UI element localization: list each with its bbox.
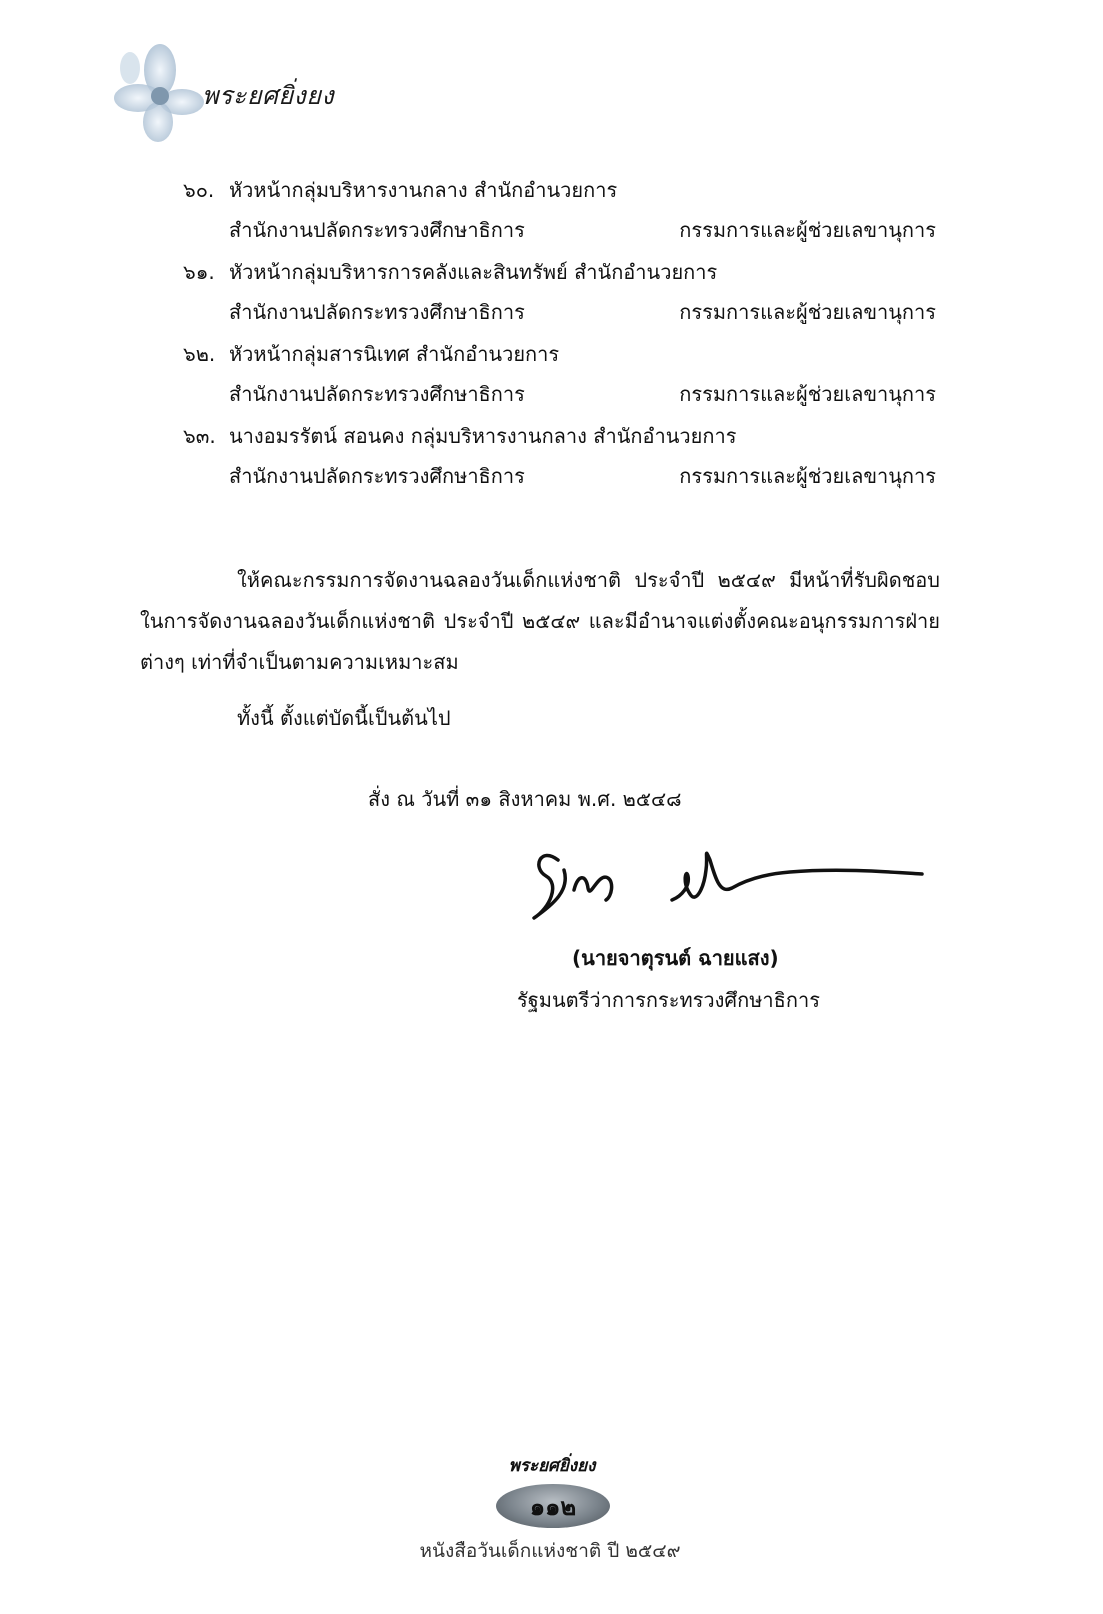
item-position: หัวหน้ากลุ่มสารนิเทศ สำนักอำนวยการ xyxy=(229,342,560,366)
list-item xyxy=(183,256,963,338)
item-office: สำนักงานปลัดกระทรวงศึกษาธิการ xyxy=(229,300,525,324)
signer-title: รัฐมนตรีว่าการกระทรวงศึกษาธิการ xyxy=(517,988,820,1012)
item-position: หัวหน้ากลุ่มบริหารการคลังและสินทรัพย์ สำนักอำนวยการ xyxy=(229,260,718,284)
committee-list xyxy=(183,174,963,502)
logo-text: พระยศยิ่งยง xyxy=(202,81,335,110)
item-role: กรรมการและผู้ช่วยเลขานุการ xyxy=(679,382,936,406)
item-office: สำนักงานปลัดกระทรวงศึกษาธิการ xyxy=(229,218,525,242)
item-office: สำนักงานปลัดกระทรวงศึกษาธิการ xyxy=(229,464,525,488)
signer-name: (นายจาตุรนต์ ฉายแสง) xyxy=(572,946,779,970)
effective-statement: ทั้งนี้ ตั้งแต่บัดนี้เป็นต้นไป xyxy=(237,706,451,730)
responsibility-paragraph: ให้คณะกรรมการจัดงานฉลองวันเด็กแห่งชาติ ประจำปี ๒๕๔๙ มีหน้าที่รับผิดชอบในการจัดงานฉลองวันเด็กแห่งชาติ ประจำปี ๒๕๔๙ และมีอำนาจแต่งตั้งคณะอนุกรรมการฝ่ายต่างๆ เท่าที่จำเป็นตามความเหมาะสม xyxy=(140,568,940,674)
item-role: กรรมการและผู้ช่วยเลขานุการ xyxy=(679,218,936,242)
item-number: ๖๐. xyxy=(183,178,215,202)
item-number: ๖๓. xyxy=(183,424,216,448)
page-number: ๑๑๒ xyxy=(529,1492,577,1521)
item-office: สำนักงานปลัดกระทรวงศึกษาธิการ xyxy=(229,382,525,406)
item-number: ๖๑. xyxy=(183,260,215,284)
item-role: กรรมการและผู้ช่วยเลขานุการ xyxy=(679,300,936,324)
list-item xyxy=(183,338,963,420)
header-logo xyxy=(110,40,410,150)
page-number-badge xyxy=(496,1484,610,1528)
item-position: นางอมรรัตน์ สอนคง กลุ่มบริหารงานกลาง สำนักอำนวยการ xyxy=(229,424,737,448)
item-role: กรรมการและผู้ช่วยเลขานุการ xyxy=(679,464,936,488)
footer-subtitle: หนังสือวันเด็กแห่งชาติ ปี ๒๕๔๙ xyxy=(419,1540,681,1562)
item-number: ๖๒. xyxy=(183,342,216,366)
order-date: สั่ง ณ วันที่ ๓๑ สิงหาคม พ.ศ. ๒๕๔๘ xyxy=(368,787,682,811)
footer-title: พระยศยิ่งยง xyxy=(508,1456,596,1476)
item-position: หัวหน้ากลุ่มบริหารงานกลาง สำนักอำนวยการ xyxy=(229,178,618,202)
list-item xyxy=(183,174,963,256)
signature xyxy=(520,838,940,938)
list-item xyxy=(183,420,963,502)
